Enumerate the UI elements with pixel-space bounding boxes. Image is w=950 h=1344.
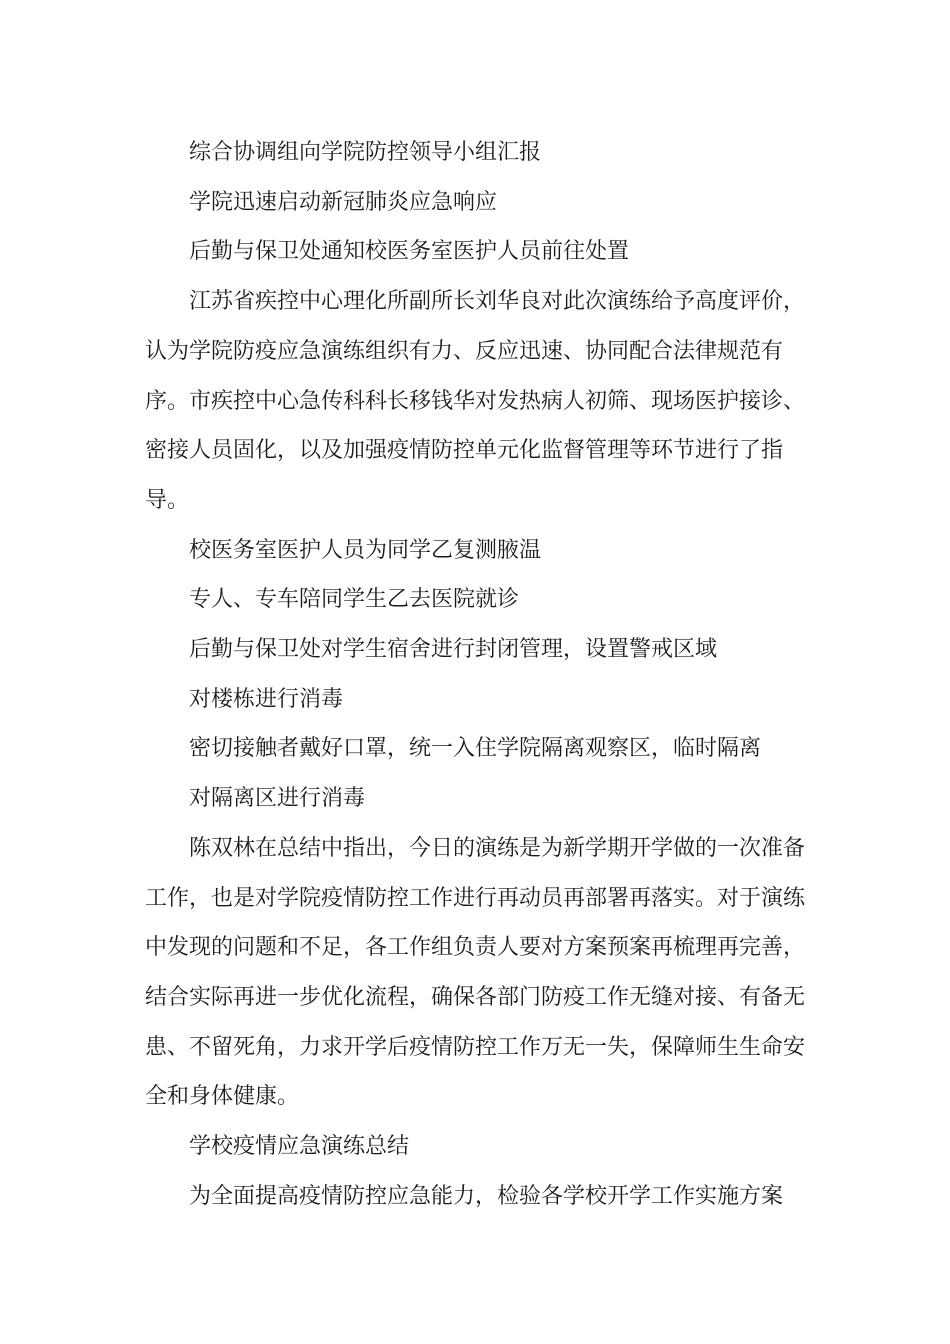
paragraph-dorm-closure: 后勤与保卫处对学生宿舍进行封闭管理，设置警戒区域 — [189, 637, 718, 663]
paragraph-isolation-disinfection: 对隔离区进行消毒 — [189, 786, 366, 812]
section-heading: 学校疫情应急演练总结 — [189, 1134, 410, 1160]
paragraph-retest-temperature: 校医务室医护人员为同学乙复测腋温 — [189, 537, 542, 563]
paragraph-cdc-evaluation: 江苏省疾控中心理化所副所长刘华良对此次演练给予高度评价，认为学院防疫应急演练组织有力、反应迅速、协同配合法律规范有序。市疾控中心急传科科长移钱华对发热病人初筛、现场医护接诊、密接人员固化，以及加强疫情防控单元化监督管理等环节进行了指导。 — [145, 289, 806, 513]
paragraph-intro: 为全面提高疫情防控应急能力，检验各学校开学工作实施方案 — [189, 1183, 784, 1209]
paragraph-report-to-leadership: 综合协调组向学院防控领导小组汇报 — [189, 140, 542, 165]
paragraph-notify-medical-staff: 后勤与保卫处通知校医务室医护人员前往处置 — [189, 239, 630, 265]
document-body — [145, 128, 825, 1221]
paragraph-close-contacts: 密切接触者戴好口罩，统一入住学院隔离观察区，临时隔离 — [189, 736, 762, 762]
paragraph-hospital-escort: 专人、专车陪同学生乙去医院就诊 — [189, 587, 520, 613]
paragraph-building-disinfection: 对楼栋进行消毒 — [189, 686, 344, 712]
paragraph-summary-remarks: 陈双林在总结中指出，今日的演练是为新学期开学做的一次准备工作，也是对学院疫情防控工作进行再动员再部署再落实。对于演练中发现的问题和不足，各工作组负责人要对方案预案再梳理再完善，结合实际再进一步优化流程，确保各部门防疫工作无缝对接、有备无患、不留死角，力求开学后疫情防控工作万无一失，保障师生生命安全和身体健康。 — [145, 835, 806, 1110]
paragraph-emergency-response: 学院迅速启动新冠肺炎应急响应 — [189, 189, 498, 215]
